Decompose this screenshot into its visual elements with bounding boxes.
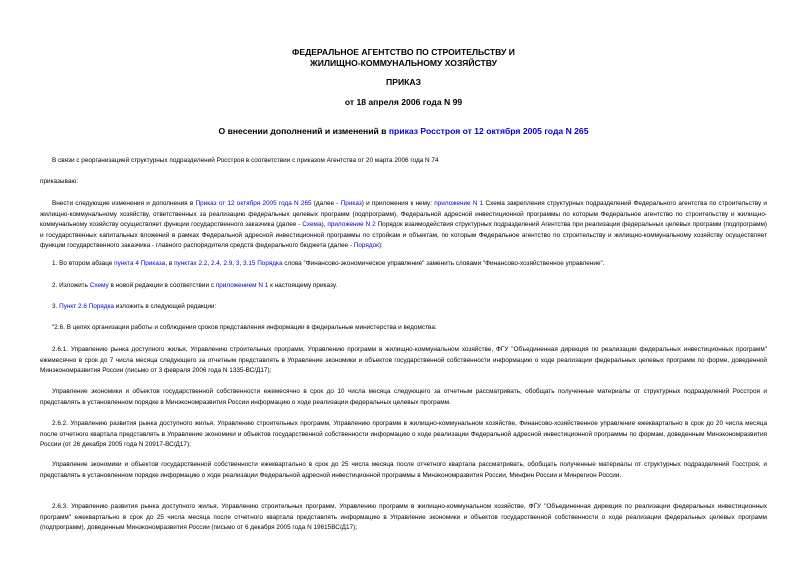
agency-title-line-2: ЖИЛИЩНО-КОММУНАЛЬНОМУ ХОЗЯЙСТВУ bbox=[310, 58, 497, 68]
text-segment: ) и приложения к нему: bbox=[361, 200, 435, 207]
doc-subject bbox=[0, 126, 807, 137]
order-link[interactable]: Приказ bbox=[340, 200, 362, 207]
text-segment: , bbox=[207, 260, 211, 267]
text-segment: изложить в следующей редакции: bbox=[113, 303, 217, 310]
text-segment: , bbox=[232, 260, 236, 267]
subject-prefix: О внесении дополнений и изменений в bbox=[218, 126, 389, 136]
item-4-order-link[interactable]: пункта 4 Приказа bbox=[114, 260, 166, 267]
text-segment: Внести следующие изменения и дополнения в bbox=[52, 200, 196, 207]
text-segment: , в bbox=[165, 260, 175, 267]
text-segment: ): bbox=[378, 242, 383, 250]
order-265-link[interactable]: Приказ от 12 октября 2005 года N 265 bbox=[195, 200, 312, 207]
scheme-link[interactable]: Схема bbox=[302, 221, 322, 229]
text-segment: к настоящему приказу. bbox=[268, 282, 338, 289]
item-3-15-procedure-link[interactable]: 3.15 Порядка bbox=[242, 260, 283, 267]
text-segment: 3. bbox=[52, 303, 60, 310]
text-segment: , bbox=[239, 260, 243, 267]
paragraph-2-6-2: 2.6.2. Управлению развития рынка доступного жилья, Управлению строительных программ, Управлению программ в жилищно-коммунальном хозяйстве, Финансово-хозяйственное управление ежеквартально в срок до 20 числа месяца после отчетного квартала представлять в Управление экономики и объектов государственной собственности информацию о ходе реализации Федеральной адресной инвестиционной программы по формам, доведенным Минэкономразвития России (от 26 декабря 2005 года N 20917-ВС/Д17); bbox=[40, 420, 767, 449]
paragraph-changes bbox=[40, 199, 767, 252]
paragraph-2-6-1: 2.6.1. Управлению рынка доступного жилья, Управлению строительных программ, Управлению программ в жилищно-коммунальном хозяйстве, ФГУ "Объединенная дирекция по реализации федеральных инвестиционных программ" ежемесячно в срок до 7 числа месяца следующего за отчетным представлять в Управление экономики и объектов государственной собственности информацию о ходе реализации федеральных целевых программ по форме, доведенной Минэкономразвития России (письмо от 3 февраля 2006 года N 1335-ВС/Д17); bbox=[40, 346, 767, 375]
text-segment: в новой редакции в соответствии с bbox=[108, 282, 216, 289]
agency-title-line-1: ФЕДЕРАЛЬНОЕ АГЕНТСТВО ПО СТРОИТЕЛЬСТВУ И bbox=[292, 47, 515, 57]
paragraph-item-3 bbox=[40, 302, 767, 313]
doc-type: ПРИКАЗ bbox=[386, 77, 421, 87]
scheme-link-2[interactable]: Схему bbox=[89, 282, 109, 289]
doc-date: от 18 апреля 2006 года N 99 bbox=[344, 97, 463, 107]
appendix-1-link[interactable]: приложение N 1 bbox=[434, 200, 484, 207]
item-3-link[interactable]: 3 bbox=[235, 260, 240, 267]
item-2-6-procedure-link[interactable]: Пункт 2.6 Порядка bbox=[59, 303, 114, 310]
paragraph-2-6: "2.6. В целях организации работы и соблюдения сроков представления информации в федеральные министерства и ведомства: bbox=[52, 324, 437, 331]
text-segment: 2. Изложить bbox=[52, 282, 90, 289]
item-2-2-link[interactable]: пунктах 2.2 bbox=[174, 260, 208, 267]
appendix-2-link[interactable]: приложение N 2 bbox=[327, 221, 376, 229]
agency-title bbox=[0, 47, 807, 69]
paragraph-2-6-3: 2.6.3. Управлению развития рынка доступного жилья, Управлению строительных программ, Управлению программ в жилищно-коммунальном хозяйстве, ФГУ "Объединенная дирекция по реализации федеральных инвестиционных программ" ежеквартально в срок до 25 числа месяца после отчетного квартала представлять информацию в Управление экономики и объектов государственной собственности о ходе реализации федеральных целевых программ (подпрограмм), доведенным Минэкономразвития России (письмо от 6 декабря 2005 года N 19615ВС/Д17); bbox=[40, 503, 767, 532]
item-2-4-link[interactable]: 2.4 bbox=[210, 260, 220, 267]
paragraph-item-2 bbox=[40, 281, 767, 292]
subject-order-link[interactable]: приказ Росстроя от 12 октября 2005 года N 265 bbox=[388, 126, 589, 136]
text-segment: Порядок взаимодействия структурных подразделений Агентства при реализации федеральных целевых программ (подпрограмм) и государственных капитальных вложений в рамках Федеральной адресной инвестиционной программы по стройкам и объектам, по которым Федеральное агентство по строительству и жилищно-коммунальному хозяйству осуществляет функции государственного заказчика - главного распорядителя средств федерального бюджета (далее - bbox=[40, 221, 767, 250]
paragraph-2-6-1-econ: Управление экономики и объектов государственной собственности ежемесячно в срок до 10 числа месяца следующего за отчетным рассматривать, обобщать полученные материалы от структурных подразделений Росстроя и представлять в установленном порядке в Минэкономразвития России информацию о ходе реализации федеральных целевых программ. bbox=[40, 388, 767, 406]
text-segment: ), bbox=[321, 221, 328, 229]
paragraph-intro: В связи с реорганизацией структурных подразделений Росстроя в соответствии с приказом Агентства от 20 марта 2006 года N 74 bbox=[52, 157, 439, 164]
paragraph-2-6-2-econ: Управление экономики и объектов государственной собственности ежеквартально в срок до 25 числа месяца после отчетного квартала рассматривать, обобщать полученные материалы от структурных подразделений Госстроя, и представлять в установленном порядке информацию о ходе реализации Федеральной адресной инвестиционной программы в Минэкономразвития России, Минфин России и Минрегион России. bbox=[40, 461, 767, 479]
item-2-9-link[interactable]: 2.9 bbox=[223, 260, 233, 267]
text-segment: Схема закрепления структурных подразделений Федерального агентства по строительству и жилищно-коммунальному хозяйству, ответственных за реализацию федеральных целевых программ (подпрограмм), Федеральной адресной инвестиционной программы по которым Федеральное агентство по строительству и жилищно-коммунальному хозяйству осуществляет функции государственного заказчика (далее - bbox=[40, 200, 767, 229]
paragraph-item-1 bbox=[40, 259, 767, 270]
appendix-1-link-2[interactable]: приложением N 1 bbox=[215, 282, 269, 289]
text-segment: , bbox=[219, 260, 224, 267]
text-segment: 1. Во втором абзаце bbox=[52, 260, 115, 267]
paragraph-order-word: приказываю: bbox=[40, 178, 78, 185]
procedure-link[interactable]: Порядок bbox=[353, 242, 379, 250]
text-segment: слова "Финансово-экономическое управление" заменить словами "Финансово-хозяйственное управление". bbox=[282, 260, 605, 267]
text-segment: (далее - bbox=[311, 200, 341, 207]
